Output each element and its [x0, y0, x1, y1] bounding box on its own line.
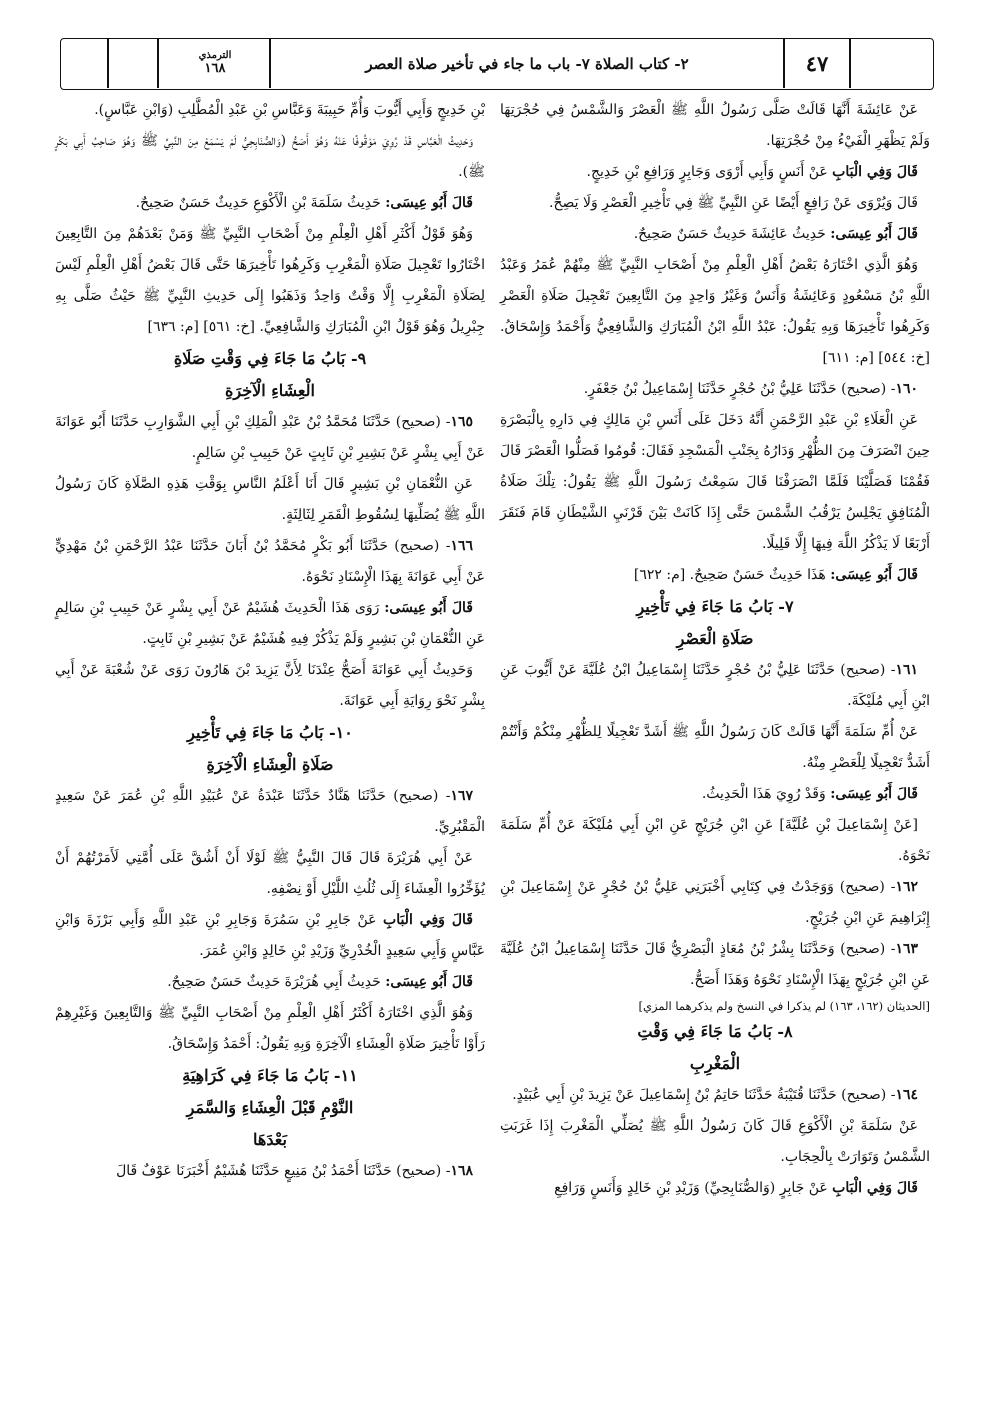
paragraph-text: حَدِيثُ أَبِي هُرَيْرَةَ حَدِيثٌ حَسَنٌ صَحِيحٌ. — [167, 974, 386, 990]
paragraph — [55, 998, 485, 1060]
paragraph — [500, 95, 930, 157]
paragraph-lead: ١٦٠ — [895, 381, 918, 397]
paragraph-text: - (صحيح) حَدَّثَنَا أَبُو بَكْرٍ مُحَمَّدُ بْنُ أَبَانَ حَدَّثَنَا عَبْدُ الرَّحْمَنِ بْنُ مَهْدِيٍّ عَنْ أَبِي عَوَانَةَ بِهَذَا الْإِسْنَادِ نَحْوَهُ. — [55, 538, 485, 585]
paragraph — [500, 810, 930, 872]
paragraph-text: - (صحيح) حَدَّثَنَا عَلِيُّ بْنُ حُجْرٍ حَدَّثَنَا إِسْمَاعِيلُ بْنُ جَعْفَرٍ. — [583, 381, 896, 397]
paragraph — [55, 126, 485, 188]
chapter-heading: الْمَغْرِبِ — [689, 1054, 741, 1073]
paragraph-text: وَحَدِيثُ الْعَبَّاسِ قَدْ رُوِيَ مَوْقُوفًا عَنْهُ وَهُوَ أَصَحُّ (وَالصُّنَابِحِيُّ لَمْ يَسْمَعْ مِنَ النَّبِيِّ ﷺ وَهُوَ صَاحِبُ أَبِي بَكْرٍ ﷺ). — [55, 133, 485, 180]
paragraph-lead: قَالَ أَبُو عِيسَى: — [385, 974, 473, 990]
paragraph-text: رَوَى هَذَا الْحَدِيثَ هُشَيْمٌ عَنْ أَبِي بِشْرٍ عَنْ حَبِيبِ بْنِ سَالِمٍ عَنِ النُّعْمَانِ بْنِ بَشِيرٍ وَلَمْ يَذْكُرْ فِيهِ هُشَيْمٌ عَنْ بَشِيرِ بْنِ ثَابِتٍ. — [55, 600, 485, 647]
chapter-heading: صَلَاةِ الْعَصْرِ — [676, 629, 754, 648]
paragraph-lead: ١٦١ — [895, 662, 918, 678]
paragraph-text: عَنِ النُّعْمَانِ بْنِ بَشِيرٍ قَالَ أَنَا أَعْلَمُ النَّاسِ بِوَقْتِ هَذِهِ الصَّلَاةِ كَانَ رَسُولُ اللَّهِ ﷺ يُصَلِّيهَا لِسُقُوطِ الْقَمَرِ لِثَالِثَةٍ. — [55, 476, 485, 523]
paragraph-text: هَذَا حَدِيثٌ حَسَنٌ صَحِيحٌ. [م: ٦٢٢] — [633, 567, 831, 583]
paragraph — [500, 250, 930, 374]
running-title: ٢- كتاب الصلاة ٧- باب ما جاء في تأخير صلاة العصر — [365, 54, 689, 73]
paragraph-text: عَنِ الْعَلَاءِ بْنِ عَبْدِ الرَّحْمَنِ أَنَّهُ دَخَلَ عَلَى أَنَسِ بْنِ مَالِكٍ فِي دَارِهِ بِالْبَصْرَةِ حِينَ انْصَرَفَ مِنَ الظُّهْرِ وَدَارُهُ بِجَنْبِ الْمَسْجِدِ فَقَالَ: قُومُوا فَصَلُّوا الْعَصْرَ قَالَ فَقُمْنَا فَصَلَّيْنَا فَلَمَّا انْصَرَفْنَا قَالَ سَمِعْتُ رَسُولَ اللَّهِ ﷺ يَقُولُ: تِلْكَ صَلَاةُ الْمُنَافِقِ يَجْلِسُ يَرْقُبُ الشَّمْسَ حَتَّى إِذَا كَانَتْ بَيْنَ قَرْنَيِ الشَّيْطَانِ قَامَ فَنَقَرَ أَرْبَعًا لَا يَذْكُرُ اللَّهَ فِيهَا إِلَّا قَلِيلًا. — [500, 412, 931, 552]
paragraph-lead: قَالَ أَبُو عِيسَى: — [830, 226, 918, 242]
paragraph-text: وَحَدِيثُ أَبِي عَوَانَةَ أَصَحُّ عِنْدَنَا لِأَنَّ يَزِيدَ بْنَ هَارُونَ رَوَى عَنْ شُعْبَةَ عَنْ أَبِي بِشْرٍ نَحْوَ رِوَايَةِ أَبِي عَوَانَةَ. — [55, 662, 485, 709]
paragraph — [55, 219, 485, 343]
paragraph — [500, 405, 930, 560]
chapter-heading: ٩- بَابُ مَا جَاءَ فِي وَقْتِ صَلَاةِ — [173, 349, 367, 368]
paragraph — [55, 967, 485, 998]
paragraph-text: - (صحيح) وَحَدَّثَنَا بِشْرُ بْنُ مُعَاذٍ الْبَصْرِيُّ قَالَ حَدَّثَنَا إِسْمَاعِيلُ ابْنُ عُلَيَّةَ عَنِ ابْنِ جُرَيْجٍ بِهَذَا الْإِسْنَادِ نَحْوَهُ وَهَذَا أَصَحُّ. — [500, 941, 930, 988]
paragraph — [500, 188, 930, 219]
paragraph-text: وَهُوَ قَوْلُ أَكْثَرِ أَهْلِ الْعِلْمِ مِنْ أَصْحَابِ النَّبِيِّ ﷺ وَمَنْ بَعْدَهُمْ مِنَ التَّابِعِينَ اخْتَارُوا تَعْجِيلَ صَلَاةِ الْمَغْرِبِ وَكَرِهُوا تَأْخِيرَهَا حَتَّى قَالَ بَعْضُ أَهْلِ الْعِلْمِ لَيْسَ لِصَلَاةِ الْمَغْرِبِ إِلَّا وَقْتٌ وَاحِدٌ وَذَهَبُوا إِلَى حَدِيثِ النَّبِيِّ ﷺ حَيْثُ صَلَّى بِهِ جِبْرِيلُ وَهُوَ قَوْلُ ابْنِ الْمُبَارَكِ وَالشَّافِعِيِّ. [خ: ٥٦١] [م: ٦٣٦] — [55, 226, 485, 335]
paragraph-lead: ١٦٧ — [450, 788, 473, 804]
chapter-heading: ٧- بَابُ مَا جَاءَ فِي تَأْخِيرِ — [636, 597, 794, 616]
paragraph-lead: ١٦٣ — [895, 941, 918, 957]
paragraph — [55, 843, 485, 905]
paragraph-lead: قَالَ أَبُو عِيسَى: — [385, 195, 473, 211]
paragraph — [500, 374, 930, 405]
paragraph — [500, 934, 930, 996]
header-divider — [849, 39, 851, 88]
paragraph-text: [عَنْ إِسْمَاعِيلَ بْنِ عُلَيَّةَ] عَنِ ابْنِ جُرَيْجٍ عَنِ ابْنِ أَبِي مُلَيْكَةَ عَنْ أُمِّ سَلَمَةَ نَحْوَهُ. — [500, 817, 930, 864]
paragraph — [500, 1111, 930, 1173]
paragraph — [55, 407, 485, 469]
paragraph-text: حَدِيثُ سَلَمَةَ بْنِ الْأَكْوَعِ حَدِيثٌ حَسَنٌ صَحِيحٌ. — [135, 195, 386, 211]
paragraph — [55, 905, 485, 967]
page-number: ٤٧ — [805, 51, 829, 76]
paragraph-text: - (صحيح) حَدَّثَنَا مُحَمَّدُ بْنُ عَبْدِ الْمَلِكِ بْنِ أَبِي الشَّوَارِبِ حَدَّثَنَا أَبُو عَوَانَةَ عَنْ أَبِي بِشْرٍ عَنْ بَشِيرِ بْنِ ثَابِتٍ عَنْ حَبِيبِ بْنِ سَالِمٍ. — [55, 414, 485, 461]
paragraph-lead: قَالَ وَفِي الْبَابِ — [383, 912, 473, 928]
paragraph-text: - (صحيح) حَدَّثَنَا هَنَّادٌ حَدَّثَنَا عَبْدَةُ عَنْ عُبَيْدِ اللَّهِ بْنِ عُمَرَ عَنْ سَعِيدٍ الْمَقْبُرِيِّ. — [55, 788, 485, 835]
book-name: الترمذي — [198, 50, 232, 62]
paragraph-text: عَنْ أُمِّ سَلَمَةَ أَنَّهَا قَالَتْ كَانَ رَسُولُ اللَّهِ ﷺ أَشَدَّ تَعْجِيلًا لِلظُّهْرِ مِنْكُمْ وَأَنْتُمْ أَشَدُّ تَعْجِيلًا لِلْعَصْرِ مِنْهُ. — [500, 724, 930, 771]
paragraph — [55, 781, 485, 843]
chapter-heading: ٨- بَابُ مَا جَاءَ فِي وَقْتِ — [637, 1022, 793, 1041]
paragraph-text: عَنْ أَبِي هُرَيْرَةَ قَالَ قَالَ النَّبِيُّ ﷺ لَوْلَا أَنْ أَشُقَّ عَلَى أُمَّتِي لَأَمَرْتُهُمْ أَنْ يُؤَخِّرُوا الْعِشَاءَ إِلَى ثُلُثِ اللَّيْلِ أَوْ نِصْفِهِ. — [55, 850, 485, 897]
paragraph-text: بْنِ خَدِيجٍ وَأَبِي أَيُّوبَ وَأُمِّ حَبِيبَةَ وَعَبَّاسِ بْنِ عَبْدِ الْمُطَّلِبِ (وَابْنِ عَبَّاسٍ). — [94, 102, 485, 118]
header-divider — [783, 39, 785, 88]
paragraph-text: عَنْ سَلَمَةَ بْنِ الْأَكْوَعِ قَالَ كَانَ رَسُولُ اللَّهِ ﷺ يُصَلِّي الْمَغْرِبَ إِذَا غَرَبَتِ الشَّمْسُ وَتَوَارَتْ بِالْحِجَابِ. — [500, 1118, 930, 1165]
paragraph-text: - (صحيح) حَدَّثَنَا قُتَيْبَةُ حَدَّثَنَا حَاتِمُ بْنُ إِسْمَاعِيلَ عَنْ يَزِيدَ بْنِ أَبِي عُبَيْدٍ. — [512, 1087, 896, 1103]
chapter-heading: ١٠- بَابُ مَا جَاءَ فِي تَأْخِيرِ — [187, 723, 353, 742]
left-text-column — [55, 95, 485, 1187]
paragraph-lead: قَالَ وَفِي الْبَابِ — [832, 164, 918, 180]
paragraph — [500, 560, 930, 591]
paragraph-text: عَنْ جَابِرٍ (وَالصُّنَابِحِيِّ) وَزَيْدِ بْنِ خَالِدٍ وَأَنَسٍ وَرَافِعِ — [554, 1180, 833, 1196]
paragraph-lead: قَالَ أَبُو عِيسَى: — [830, 567, 918, 583]
paragraph-lead: ١٦٢ — [895, 879, 918, 895]
paragraph-lead: ١٦٥ — [450, 414, 473, 430]
paragraph-text: وَهُوَ الَّذِي اخْتَارَهُ بَعْضُ أَهْلِ الْعِلْمِ مِنْ أَصْحَابِ النَّبِيِّ ﷺ مِنْهُمْ عُمَرُ وَعَبْدُ اللَّهِ بْنُ مَسْعُودٍ وَعَائِشَةُ وَأَنَسٌ وَغَيْرُ وَاحِدٍ مِنَ التَّابِعِينَ تَعْجِيلَ صَلَاةِ الْعَصْرِ وَكَرِهُوا تَأْخِيرَهَا وَبِهِ يَقُولُ: عَبْدُ اللَّهِ ابْنُ الْمُبَارَكِ وَالشَّافِعِيُّ وَأَحْمَدُ وَإِسْحَاقُ. [خ: ٥٤٤] [م: ٦١١] — [500, 257, 930, 366]
paragraph — [500, 717, 930, 779]
paragraph-text: عَنْ أَنَسٍ وَأَبِي أَرْوَى وَجَابِرٍ وَرَافِعِ بْنِ خَدِيجٍ. — [586, 164, 833, 180]
footnote-text: [الحديثان (١٦٢، ١٦٣) لم يذكرا في النسخ ولم يذكرهما المزي] — [638, 999, 930, 1013]
paragraph-text: وَقَدْ رُوِيَ هَذَا الْحَدِيثُ. — [701, 786, 831, 802]
paragraph-text: - (صحيح) حَدَّثَنَا عَلِيُّ بْنُ حُجْرٍ حَدَّثَنَا إِسْمَاعِيلُ ابْنُ عُلَيَّةَ عَنْ أَيُّوبَ عَنِ ابْنِ أَبِي مُلَيْكَةَ. — [500, 662, 930, 709]
header-divider — [107, 39, 109, 88]
header-blank-right — [851, 39, 933, 88]
chapter-heading: ١١- بَابُ مَا جَاءَ فِي كَرَاهِيَةِ — [182, 1066, 358, 1085]
paragraph — [500, 157, 930, 188]
paragraph — [500, 1173, 930, 1204]
paragraph-text: - (صحيح) حَدَّثَنَا أَحْمَدُ بْنُ مَنِيعٍ حَدَّثَنَا هُشَيْمٌ أَخْبَرَنَا عَوْفٌ قَالَ — [116, 1163, 451, 1179]
paragraph — [500, 872, 930, 934]
paragraph-text: - (صحيح) وَوَجَدْتُ فِي كِتَابِي أَخْبَرَنِي عَلِيُّ بْنُ حُجْرٍ عَنْ إِسْمَاعِيلَ بْنِ إِبْرَاهِيمَ عَنِ ابْنِ جُرَيْجٍ. — [500, 879, 930, 926]
paragraph — [55, 95, 485, 126]
header-blank-left — [61, 39, 107, 88]
paragraph-text: وَهُوَ الَّذِي اخْتَارَهُ أَكْثَرُ أَهْلِ الْعِلْمِ مِنْ أَصْحَابِ النَّبِيِّ ﷺ وَالتَّابِعِينَ وَغَيْرِهِمْ رَأَوْا تَأْخِيرَ صَلَاةِ الْعِشَاءِ الْآخِرَةِ وَبِهِ يَقُولُ: أَحْمَدُ وَإِسْحَاقُ. — [55, 1005, 485, 1052]
header-divider — [157, 39, 159, 88]
paragraph-text: حَدِيثُ عَائِشَةَ حَدِيثٌ حَسَنٌ صَحِيحٌ. — [633, 226, 831, 242]
paragraph — [55, 655, 485, 717]
book-label — [159, 39, 271, 88]
paragraph — [55, 469, 485, 531]
book-hadith-number: ١٦٨ — [204, 60, 226, 76]
paragraph-lead: ١٦٦ — [450, 538, 473, 554]
chapter-heading: النَّوْمِ قَبْلَ الْعِشَاءِ وَالسَّمَرِ — [186, 1098, 354, 1117]
chapter-heading: صَلَاةِ الْعِشَاءِ الْآخِرَةِ — [206, 755, 334, 774]
paragraph — [55, 593, 485, 655]
paragraph-lead: قَالَ وَفِي الْبَابِ — [832, 1180, 918, 1196]
paragraph — [55, 188, 485, 219]
chapter-heading: بَعْدَهَا — [253, 1130, 287, 1149]
paragraph — [55, 1156, 485, 1187]
chapter-heading: الْعِشَاءِ الْآخِرَةِ — [225, 381, 315, 400]
page-header — [60, 38, 934, 90]
paragraph — [500, 1080, 930, 1111]
paragraph — [500, 655, 930, 717]
paragraph-lead: قَالَ أَبُو عِيسَى: — [384, 600, 473, 616]
paragraph — [55, 531, 485, 593]
paragraph — [500, 219, 930, 250]
paragraph-lead: ١٦٨ — [450, 1163, 473, 1179]
right-text-column — [500, 95, 930, 1204]
paragraph-lead: ١٦٤ — [895, 1087, 918, 1103]
paragraph-text: عَنْ جَابِرِ بْنِ سَمُرَةَ وَجَابِرِ بْنِ عَبْدِ اللَّهِ وَأَبِي بَرْزَةَ وَابْنِ عَبَّاسٍ وَأَبِي سَعِيدٍ الْخُدْرِيِّ وَزَيْدِ بْنِ خَالِدٍ وَابْنِ عُمَرَ. — [55, 912, 485, 959]
paragraph — [500, 779, 930, 810]
paragraph-text: عَنْ عَائِشَةَ أَنَّهَا قَالَتْ صَلَّى رَسُولُ اللَّهِ ﷺ الْعَصْرَ وَالشَّمْسُ فِي حُجْرَتِهَا وَلَمْ يَظْهَرِ الْفَيْءُ مِنْ حُجْرَتِهَا. — [500, 102, 930, 149]
paragraph-lead: قَالَ أَبُو عِيسَى: — [830, 786, 918, 802]
paragraph-text: قَالَ وَيُرْوَى عَنْ رَافِعٍ أَيْضًا عَنِ النَّبِيِّ ﷺ فِي تَأْخِيرِ الْعَصْرِ وَلَا يَصِحُّ. — [549, 195, 918, 211]
